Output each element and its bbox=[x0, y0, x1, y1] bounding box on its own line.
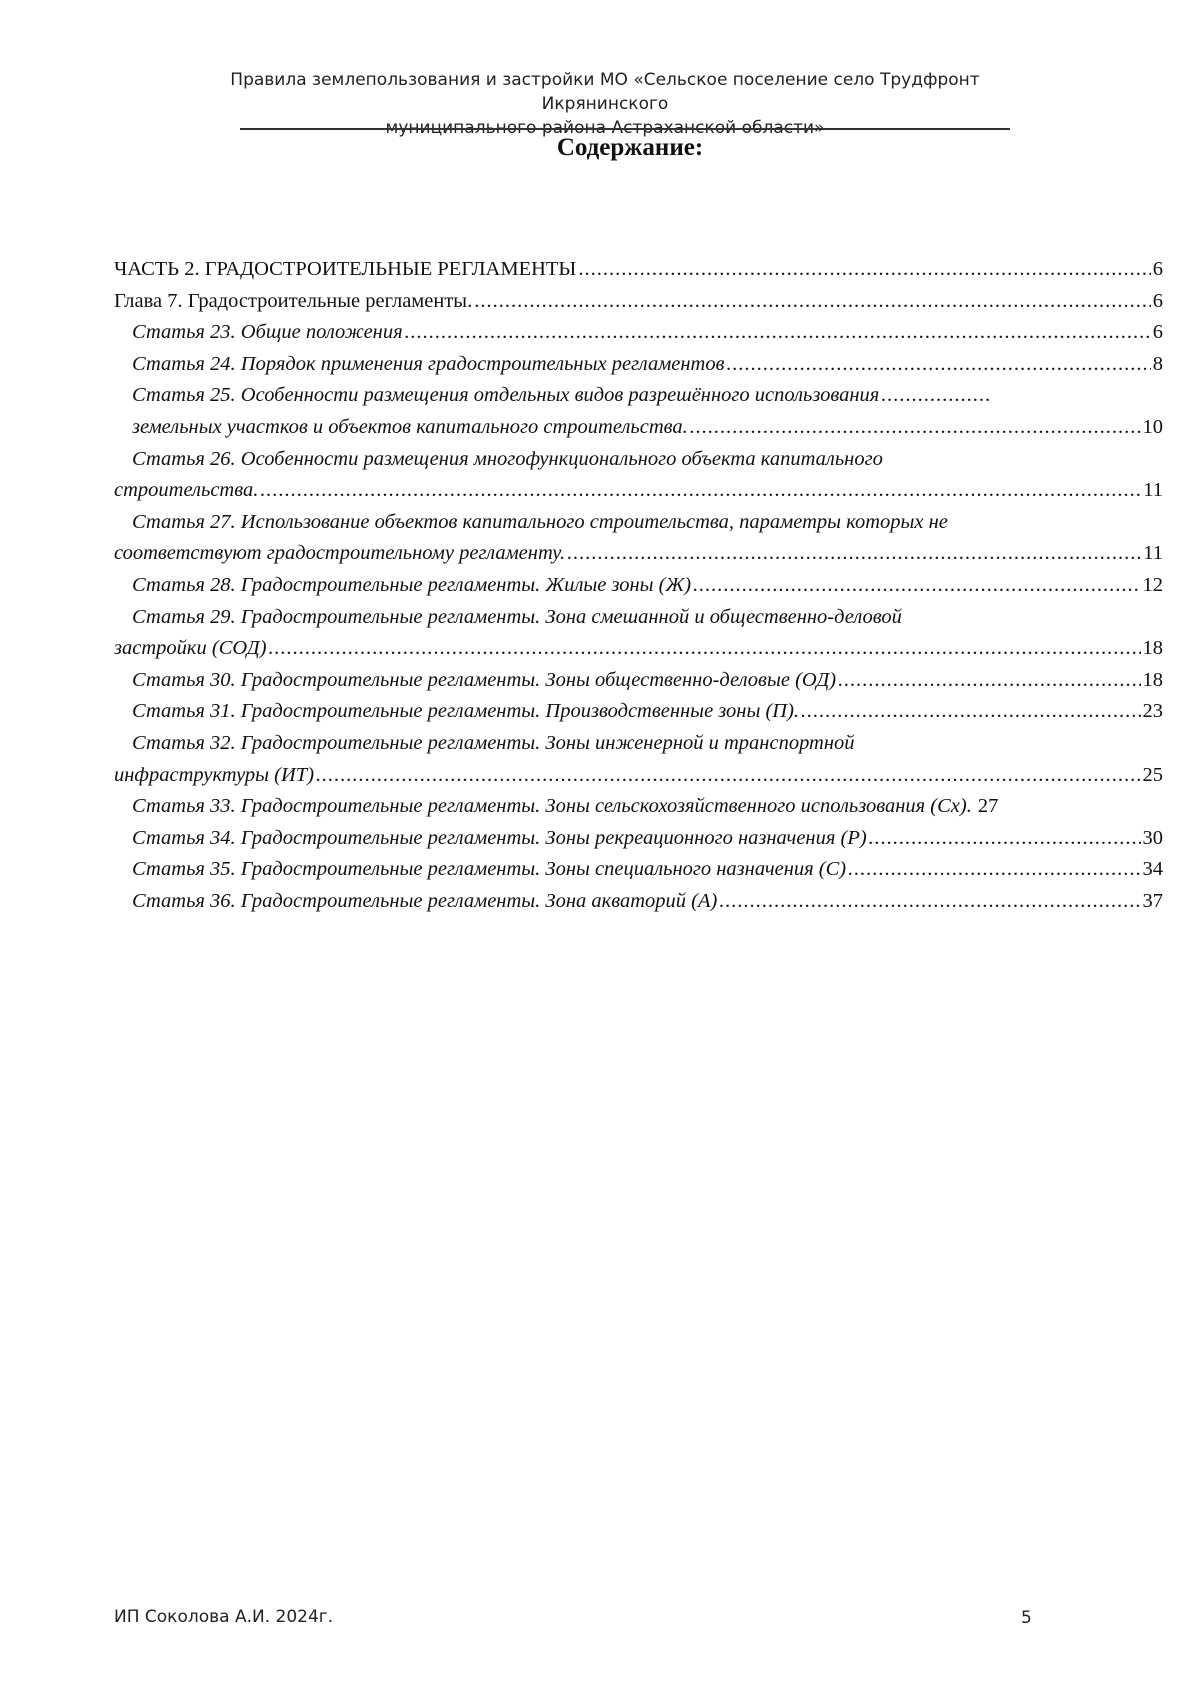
toc-entry-text: Статья 33. Градостроительные регламенты. Зоны сельскохозяйственного использования (Сх). bbox=[132, 795, 972, 818]
toc-entry-text: соответствуют градостроительному регламенту. bbox=[114, 542, 566, 565]
toc-page-number: 30 bbox=[1142, 826, 1163, 849]
footer-author: ИП Соколова А.И. 2024г. bbox=[114, 1607, 334, 1627]
toc-page-number: 6 bbox=[1152, 258, 1163, 280]
toc-entry[interactable] bbox=[114, 602, 1163, 665]
toc-title: Содержание: bbox=[556, 134, 704, 161]
toc-entry-text: строительства. bbox=[114, 479, 259, 502]
toc-page-number: 8 bbox=[1152, 352, 1163, 375]
toc-entry[interactable] bbox=[114, 570, 1163, 602]
toc-entry-text: Глава 7. Градостроительные регламенты. bbox=[114, 289, 473, 312]
toc-leader-dots bbox=[474, 286, 1151, 318]
toc-entry-text: застройки (СОД) bbox=[114, 637, 267, 660]
toc-entry[interactable] bbox=[114, 823, 1163, 855]
toc-page-number: 10 bbox=[1142, 415, 1163, 438]
toc-entry-text: Статья 28. Градостроительные регламенты. Жилые зоны (Ж) bbox=[132, 573, 692, 596]
toc-leader-dots bbox=[869, 823, 1141, 855]
toc-entry-text: Статья 29. Градостроительные регламенты. Зона смешанной и общественно-деловой bbox=[132, 605, 902, 628]
toc-leader-dots bbox=[567, 538, 1141, 570]
header-line-2: муниципального района Астраханской области» bbox=[385, 118, 825, 138]
toc-page-number: 27 bbox=[977, 795, 999, 818]
toc-entry-text: ЧАСТЬ 2. ГРАДОСТРОИТЕЛЬНЫЕ РЕГЛАМЕНТЫ bbox=[114, 258, 577, 280]
toc-page-number: 6 bbox=[1152, 321, 1163, 344]
header-rule bbox=[240, 128, 1010, 130]
toc-entry[interactable] bbox=[114, 286, 1163, 318]
toc-page-number: 37 bbox=[1142, 889, 1163, 912]
toc-leader-dots bbox=[848, 854, 1140, 886]
toc-entry[interactable] bbox=[114, 444, 1163, 507]
toc-entry[interactable] bbox=[114, 854, 1163, 886]
toc-leader-dots bbox=[881, 380, 991, 412]
toc-entry-text: Статья 26. Особенности размещения многофункционального объекта капитального bbox=[132, 447, 883, 470]
toc-leader-dots bbox=[269, 633, 1141, 665]
toc-entry-text: Статья 23. Общие положения bbox=[132, 321, 403, 344]
toc-page-number: 12 bbox=[1142, 573, 1163, 596]
toc-entry-text: Статья 34. Градостроительные регламенты. Зоны рекреационного назначения (Р) bbox=[132, 826, 867, 849]
toc-entry-text: Статья 27. Использование объектов капитального строительства, параметры которых не bbox=[132, 510, 948, 533]
toc-entry-text: Статья 31. Градостроительные регламенты. Производственные зоны (П). bbox=[132, 700, 800, 723]
toc-page-number: 11 bbox=[1143, 479, 1163, 502]
toc-entry[interactable] bbox=[114, 886, 1163, 918]
toc-entry-text: Статья 36. Градостроительные регламенты. Зона акваторий (А) bbox=[132, 889, 718, 912]
toc-entry-text: земельных участков и объектов капитального строительства. bbox=[132, 415, 688, 438]
toc-leader-dots bbox=[690, 412, 1141, 444]
toc-page-number: 11 bbox=[1143, 542, 1163, 565]
toc-leader-dots bbox=[719, 886, 1140, 918]
toc-entry[interactable] bbox=[114, 317, 1163, 349]
toc-page-number: 6 bbox=[1152, 289, 1163, 312]
toc-entry-text: Статья 32. Градостроительные регламенты. Зоны инженерной и транспортной bbox=[132, 731, 855, 754]
toc-leader-dots bbox=[693, 570, 1140, 602]
toc-leader-dots bbox=[405, 317, 1151, 349]
toc-leader-dots bbox=[578, 254, 1150, 286]
toc-entry[interactable] bbox=[114, 507, 1163, 570]
toc-entry[interactable] bbox=[114, 665, 1163, 697]
toc-entry[interactable] bbox=[114, 696, 1163, 728]
toc-entry[interactable] bbox=[114, 791, 1163, 823]
footer-page-number: 5 bbox=[1021, 1608, 1032, 1628]
toc-leader-dots bbox=[727, 349, 1151, 381]
toc-entry[interactable] bbox=[114, 728, 1163, 791]
toc-entry-text: Статья 25. Особенности размещения отдельных видов разрешённого использования bbox=[132, 384, 880, 407]
toc-entry-text: Статья 35. Градостроительные регламенты. Зоны специального назначения (С) bbox=[132, 858, 847, 881]
toc-entry[interactable] bbox=[114, 349, 1163, 381]
toc-entry-text: инфраструктуры (ИТ) bbox=[114, 763, 315, 786]
table-of-contents bbox=[114, 254, 1163, 917]
toc-page-number: 18 bbox=[1142, 668, 1163, 691]
toc-page-number: 34 bbox=[1142, 858, 1163, 881]
toc-page-number: 25 bbox=[1142, 763, 1163, 786]
toc-page-number: 23 bbox=[1142, 700, 1163, 723]
toc-leader-dots bbox=[260, 475, 1141, 507]
header-line-1: Правила землепользования и застройки МО «Сельское поселение село Трудфронт Икрянинского bbox=[230, 70, 980, 114]
toc-leader-dots bbox=[838, 665, 1140, 697]
toc-page-number: 18 bbox=[1142, 637, 1163, 660]
toc-entry-text: Статья 30. Градостроительные регламенты. Зоны общественно-деловые (ОД) bbox=[132, 668, 837, 691]
toc-leader-dots bbox=[316, 760, 1140, 792]
toc-entry[interactable] bbox=[114, 254, 1163, 286]
toc-entry-text: Статья 24. Порядок применения градостроительных регламентов bbox=[132, 352, 725, 375]
toc-leader-dots bbox=[801, 696, 1140, 728]
toc-entry[interactable] bbox=[114, 380, 1163, 443]
